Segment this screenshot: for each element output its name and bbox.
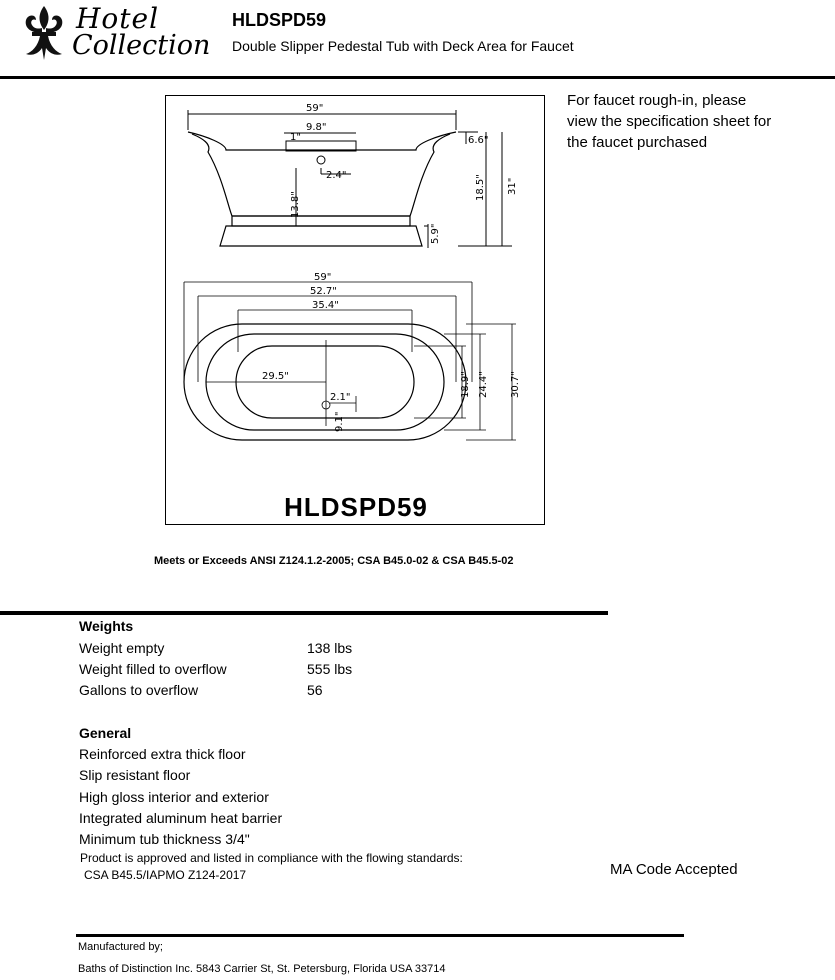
logo-word-hotel: Hotel xyxy=(76,2,160,35)
logo-word-collection: Collection xyxy=(72,30,211,61)
manufacturer-address: Baths of Distinction Inc. 5843 Carrier St, St. Petersburg, Florida USA 33714 xyxy=(78,963,446,975)
standards-statement: Meets or Exceeds ANSI Z124.1.2-2005; CSA B45.0-02 & CSA B45.5-02 xyxy=(154,555,514,567)
dim-rim-length: 52.7" xyxy=(310,286,337,297)
weight-filled-label: Weight filled to overflow xyxy=(79,661,227,677)
header-divider xyxy=(0,76,835,79)
footer-divider xyxy=(76,934,684,937)
dim-side-length: 59" xyxy=(306,103,324,114)
manufactured-by-label: Manufactured by; xyxy=(78,941,163,953)
dim-drain-from-side: 9.1" xyxy=(334,411,345,432)
gallons-label: Gallons to overflow xyxy=(79,682,199,698)
dim-bottom-width: 18.9" xyxy=(460,371,471,398)
dim-deck-offset: 1" xyxy=(290,132,301,143)
dim-tub-height: 18.5" xyxy=(475,174,486,201)
general-item: Integrated aluminum heat barrier xyxy=(79,810,283,826)
weight-empty-value: 138 lbs xyxy=(307,640,353,656)
dimension-drawing xyxy=(165,95,545,525)
dim-drain-diameter: 2.1" xyxy=(330,392,351,403)
dim-drain-offset: 2.4" xyxy=(326,170,347,181)
dim-drain-from-end: 29.5" xyxy=(262,371,289,382)
model-title: HLDSPD59 xyxy=(232,10,327,30)
section-divider xyxy=(0,611,608,615)
general-item: High gloss interior and exterior xyxy=(79,789,269,805)
ma-code-badge: MA Code Accepted xyxy=(610,861,738,878)
dim-drain-height: 13.8" xyxy=(290,191,301,218)
drawing-model-label: HLDSPD59 xyxy=(284,492,428,522)
compliance-statement: Product is approved and listed in compliance with the flowing standards: xyxy=(80,851,463,865)
compliance-standard: CSA B45.5/IAPMO Z124-2017 xyxy=(84,868,247,882)
dim-pedestal-height: 5.9" xyxy=(430,223,441,244)
dim-deck-width: 9.8" xyxy=(306,122,327,133)
dim-outer-width: 30.7" xyxy=(510,371,521,398)
faucet-note: For faucet rough-in, please view the specification sheet for the faucet purchased xyxy=(567,92,772,151)
dim-total-height: 31" xyxy=(507,177,518,195)
dim-bottom-length: 35.4" xyxy=(312,300,339,311)
general-heading: General xyxy=(79,725,132,741)
dim-end-rise: 6.6" xyxy=(468,135,489,146)
dim-inner-width: 24.4" xyxy=(478,371,489,398)
general-item: Minimum tub thickness 3/4" xyxy=(79,831,250,847)
general-item: Reinforced extra thick floor xyxy=(79,746,246,762)
weight-filled-value: 555 lbs xyxy=(307,661,353,677)
dim-top-length: 59" xyxy=(314,272,332,283)
model-description: Double Slipper Pedestal Tub with Deck Area for Faucet xyxy=(232,38,574,54)
tub-dimension-diagram xyxy=(166,96,546,526)
general-item: Slip resistant floor xyxy=(79,767,191,783)
weights-heading: Weights xyxy=(79,618,134,634)
gallons-value: 56 xyxy=(307,682,323,698)
hotel-collection-logo xyxy=(18,2,211,64)
weight-empty-label: Weight empty xyxy=(79,640,165,656)
